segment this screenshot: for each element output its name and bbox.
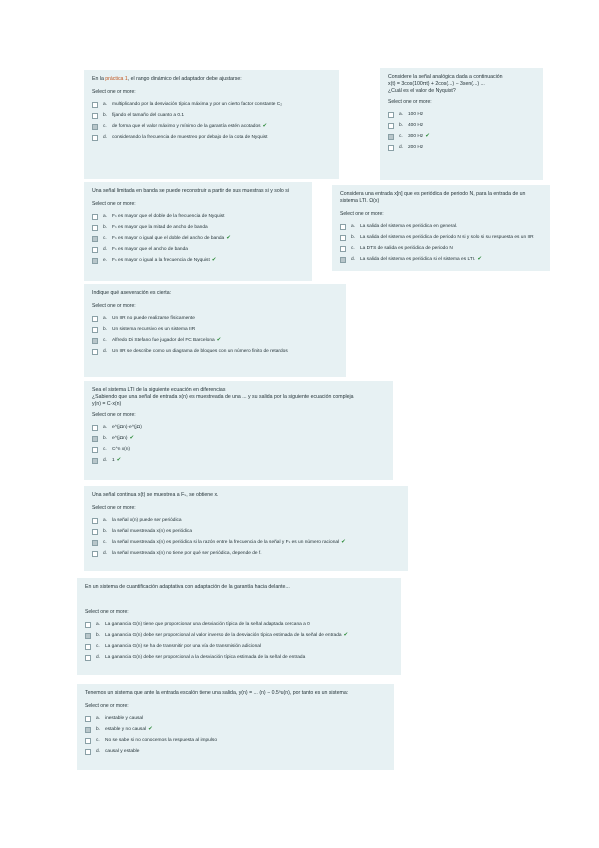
option-text: inestable y causal — [105, 716, 144, 721]
option-letter: b. — [103, 436, 108, 441]
option-text: fijando el tamaño del cuanto a 0.1 — [112, 113, 185, 118]
option-letter: e. — [103, 258, 108, 263]
options-list — [92, 313, 338, 357]
correct-check-icon: ✔ — [148, 726, 153, 732]
option-text: La ganancia G(n) se ha de transmitir por una vía de transmisión adicional — [105, 644, 261, 649]
option-letter: b. — [103, 529, 108, 534]
option-row[interactable] — [388, 109, 535, 120]
option-letter: d. — [399, 145, 404, 150]
question-text: Considere la señal analógica dada a continuación x(t) = 3cos(100πt) + 2cos(...) − 3sen(...) ... ¿Cuál es el valor de Nyquist? — [388, 74, 503, 94]
option-text: multiplicando por la desviación típica máxima y por un cierto factor constante C₂ — [112, 102, 283, 107]
question-card-5 — [84, 284, 346, 377]
select-label: Select one or more: — [340, 211, 384, 217]
option-text: e^(jΩn) — [112, 436, 128, 441]
option-checkbox[interactable] — [92, 327, 98, 333]
option-letter: d. — [103, 458, 108, 463]
option-row[interactable] — [92, 121, 331, 132]
option-row[interactable] — [388, 120, 535, 131]
option-checkbox[interactable] — [92, 349, 98, 355]
option-row[interactable] — [85, 630, 393, 641]
option-checkbox[interactable] — [85, 749, 91, 755]
option-row[interactable] — [388, 142, 535, 153]
option-text: la señal x(n) puede ser periódica — [112, 518, 182, 523]
option-checkbox[interactable] — [92, 338, 98, 344]
option-letter: c. — [399, 134, 403, 139]
option-text: Fₛ es mayor que el doble de la frecuencia de Nyquist — [112, 214, 225, 219]
question-text: Sea el sistema LTI de la siguiente ecuación en diferencias ¿Sabiendo que una señal de entrada x(n) es muestreada de una ... y su salida por la siguiente ecuación compleja y(n) = C·x(n) — [92, 387, 354, 407]
option-checkbox[interactable] — [340, 246, 346, 252]
option-text: considerando la frecuencia de muestreo por debajo de la cota de Nyquist — [112, 135, 268, 140]
option-checkbox[interactable] — [85, 644, 91, 650]
question-card-8 — [77, 578, 401, 675]
options-list — [388, 109, 535, 153]
option-letter: b. — [103, 113, 108, 118]
option-checkbox[interactable] — [92, 540, 98, 546]
option-row[interactable] — [92, 422, 385, 433]
select-label: Select one or more: — [92, 201, 136, 207]
option-letter: d. — [96, 749, 101, 754]
option-checkbox[interactable] — [85, 727, 91, 733]
option-checkbox[interactable] — [92, 135, 98, 141]
option-checkbox[interactable] — [340, 224, 346, 230]
correct-check-icon: ✔ — [116, 457, 122, 463]
option-letter: b. — [96, 727, 101, 732]
option-checkbox[interactable] — [340, 235, 346, 241]
option-checkbox[interactable] — [92, 258, 98, 264]
option-row[interactable] — [85, 619, 393, 630]
options-list — [85, 619, 393, 663]
option-checkbox[interactable] — [92, 236, 98, 242]
option-checkbox[interactable] — [340, 257, 346, 263]
question-text: Tenemos un sistema que ante la entrada escalón tiene una salida, y(n) = ... (n) − 0.5ⁿu(n), por tanto es un sistema: — [85, 690, 349, 696]
option-checkbox[interactable] — [92, 113, 98, 119]
option-checkbox[interactable] — [92, 518, 98, 524]
option-text: 100 Hz — [408, 112, 424, 117]
option-checkbox[interactable] — [92, 102, 98, 108]
option-letter: b. — [351, 235, 356, 240]
option-letter: a. — [399, 112, 404, 117]
option-checkbox[interactable] — [92, 529, 98, 535]
option-text: estable y no causal — [105, 727, 147, 732]
correct-check-icon: ✔ — [262, 123, 268, 129]
options-list — [340, 221, 542, 265]
option-letter: d. — [96, 655, 101, 660]
question-card-9 — [77, 684, 394, 770]
option-text: Un IIR no puede realizarse físicamente — [112, 316, 195, 321]
option-checkbox[interactable] — [388, 123, 394, 129]
question-text: En un sistema de cuantificación adaptativa con adaptación de la garantía hacia delante... — [85, 584, 290, 590]
question-highlight: práctica 1 — [105, 76, 128, 82]
option-checkbox[interactable] — [92, 551, 98, 557]
option-text: 1 — [112, 458, 115, 463]
option-text: la señal muestreada x(n) no tiene por qué ser periódica, depende de f. — [112, 551, 262, 556]
select-label: Select one or more: — [92, 412, 136, 418]
option-text: La salida del sistema es periódica de periodo N si y solo si su respuesta es un IIR — [360, 235, 534, 240]
option-text: la señal muestreada x(n) es periódica — [112, 529, 192, 534]
option-checkbox[interactable] — [92, 214, 98, 220]
select-label: Select one or more: — [92, 89, 136, 95]
question-card-2 — [380, 68, 543, 180]
correct-check-icon: ✔ — [341, 539, 346, 545]
correct-check-icon: ✔ — [129, 435, 135, 441]
option-checkbox[interactable] — [85, 633, 91, 639]
option-letter: d. — [103, 349, 108, 354]
select-label: Select one or more: — [85, 703, 129, 709]
option-letter: d. — [103, 551, 108, 556]
option-letter: c. — [103, 338, 107, 343]
option-checkbox[interactable] — [92, 447, 98, 453]
question-card-1 — [84, 70, 339, 179]
option-letter: a. — [351, 224, 356, 229]
option-checkbox[interactable] — [92, 247, 98, 253]
option-row[interactable] — [85, 735, 386, 746]
correct-check-icon: ✔ — [477, 256, 482, 262]
correct-check-icon: ✔ — [226, 235, 231, 241]
option-row[interactable] — [388, 131, 535, 142]
option-row[interactable] — [92, 99, 331, 110]
option-checkbox[interactable] — [92, 124, 98, 130]
option-letter: d. — [103, 247, 108, 252]
option-text: C^n x(n) — [112, 447, 130, 452]
question-text: Una señal continua x(t) se muestrea a Fₛ, se obtiene x. — [92, 492, 219, 498]
option-text: e^(jΩn)·e^(jΩ) — [112, 425, 142, 430]
option-letter: c. — [103, 447, 107, 452]
option-checkbox[interactable] — [92, 458, 98, 464]
option-letter: c. — [103, 540, 107, 545]
option-text: Fₛ es mayor que la mitad de ancho de banda — [112, 225, 208, 230]
option-letter: a. — [103, 102, 108, 107]
correct-check-icon: ✔ — [343, 632, 349, 638]
option-checkbox[interactable] — [85, 655, 91, 661]
options-list — [92, 422, 385, 466]
option-letter: c. — [103, 124, 107, 129]
option-row[interactable] — [340, 243, 542, 254]
option-row[interactable] — [85, 641, 393, 652]
option-row[interactable] — [340, 254, 542, 265]
option-text: 200 Hz — [408, 145, 424, 150]
option-text: La ganancia G(n) debe ser proporcional al valor inverso de la desviación típica estimada de la señal de entrada — [105, 633, 342, 638]
option-letter: b. — [103, 225, 108, 230]
option-text: La DTS de salida es periódica de periodo N — [360, 246, 453, 251]
option-text: Un sistema recursivo es un sistema IIR — [112, 327, 196, 332]
option-text: 300 Hz — [408, 134, 424, 139]
options-list — [85, 713, 386, 757]
select-label: Select one or more: — [85, 609, 129, 615]
option-row[interactable] — [85, 746, 386, 757]
option-row[interactable] — [92, 537, 400, 548]
option-letter: a. — [103, 425, 108, 430]
options-list — [92, 211, 304, 266]
option-letter: d. — [351, 257, 356, 262]
option-letter: b. — [103, 327, 108, 332]
option-row[interactable] — [92, 110, 331, 121]
option-text: la señal muestreada x(n) es periódica si la razón entre la frecuencia de la señal y Fₛ es un número racional — [112, 540, 340, 545]
question-card-3 — [84, 182, 312, 281]
option-letter: a. — [103, 214, 108, 219]
option-text: Fₛ es mayor o igual a la frecuencia de Nyquist — [112, 258, 210, 263]
correct-check-icon: ✔ — [216, 337, 222, 343]
option-checkbox[interactable] — [388, 145, 394, 151]
option-checkbox[interactable] — [92, 436, 98, 442]
option-row[interactable] — [340, 221, 542, 232]
option-row[interactable] — [92, 222, 304, 233]
option-checkbox[interactable] — [388, 134, 394, 140]
option-text: de forma que el valor máximo y mínimo de la garantía estén acotados — [112, 124, 261, 129]
option-letter: c. — [96, 644, 100, 649]
question-text: Una señal limitada en banda se puede reconstruir a partir de sus muestras si y solo si — [92, 188, 289, 194]
question-card-4 — [332, 185, 550, 271]
option-checkbox[interactable] — [85, 738, 91, 744]
option-row[interactable] — [92, 444, 385, 455]
option-row[interactable] — [85, 724, 386, 735]
option-row[interactable] — [92, 132, 331, 143]
option-row[interactable] — [85, 652, 393, 663]
correct-check-icon: ✔ — [425, 133, 430, 139]
option-text: La salida del sistema es periódica en general. — [360, 224, 458, 229]
option-text: La ganancia G(n) tiene que proporcionar una desviación típica de la señal adaptada cercana a 0 — [105, 622, 310, 627]
select-label: Select one or more: — [92, 505, 136, 511]
option-row[interactable] — [92, 244, 304, 255]
select-label: Select one or more: — [388, 99, 432, 105]
option-row[interactable] — [340, 232, 542, 243]
option-text: Fₛ es mayor que el ancho de banda — [112, 247, 188, 252]
option-text: Un IIR se describe como un diagrama de bloques con un número finito de retardos — [112, 349, 288, 354]
option-row[interactable] — [92, 233, 304, 244]
option-row[interactable] — [85, 713, 386, 724]
question-card-7 — [84, 486, 408, 571]
option-row[interactable] — [92, 335, 338, 346]
option-letter: d. — [103, 135, 108, 140]
option-row[interactable] — [92, 433, 385, 444]
select-label: Select one or more: — [92, 303, 136, 309]
option-text: 400 Hz — [408, 123, 424, 128]
option-checkbox[interactable] — [92, 316, 98, 322]
option-row[interactable] — [92, 211, 304, 222]
option-row[interactable] — [92, 515, 400, 526]
option-row[interactable] — [92, 324, 338, 335]
option-row[interactable] — [92, 313, 338, 324]
option-letter: a. — [103, 316, 108, 321]
option-checkbox[interactable] — [85, 716, 91, 722]
option-letter: a. — [96, 716, 101, 721]
option-checkbox[interactable] — [92, 425, 98, 431]
option-text: La ganancia G(n) debe ser proporcional a la desviación típica estimada de la señal de entrada — [105, 655, 306, 660]
options-list — [92, 99, 331, 143]
option-letter: b. — [96, 633, 101, 638]
option-text: No se sabe si no conocemos la respuesta al impulso — [105, 738, 217, 743]
option-letter: c. — [103, 236, 107, 241]
option-text: Alfredo Di Stefano fue jugador del FC Barcelona — [112, 338, 215, 343]
option-letter: c. — [96, 738, 100, 743]
option-row[interactable] — [92, 346, 338, 357]
option-text: Fₛ es mayor o igual que el doble del ancho de banda — [112, 236, 225, 241]
option-letter: a. — [96, 622, 101, 627]
question-text: Considera una entrada x[n] que es periódica de periodo N, para la entrada de un sistema LTI. Ω(x) — [340, 191, 526, 204]
option-text: causal y estable — [105, 749, 140, 754]
option-letter: c. — [351, 246, 355, 251]
option-text: La salida del sistema es periódica si el sistema es LTI. — [360, 257, 476, 262]
options-list — [92, 515, 400, 559]
option-checkbox[interactable] — [85, 622, 91, 628]
question-text: Indique qué aseveración es cierta: — [92, 290, 172, 296]
option-row[interactable] — [92, 548, 400, 559]
option-row[interactable] — [92, 255, 304, 266]
option-checkbox[interactable] — [388, 112, 394, 118]
option-row[interactable] — [92, 526, 400, 537]
question-card-6 — [84, 381, 393, 480]
option-checkbox[interactable] — [92, 225, 98, 231]
option-letter: a. — [103, 518, 108, 523]
question-text: En la práctica 1, el rango dinámico del adaptador debe ajustarse: — [92, 76, 242, 82]
option-letter: b. — [399, 123, 404, 128]
option-row[interactable] — [92, 455, 385, 466]
correct-check-icon: ✔ — [211, 257, 217, 263]
